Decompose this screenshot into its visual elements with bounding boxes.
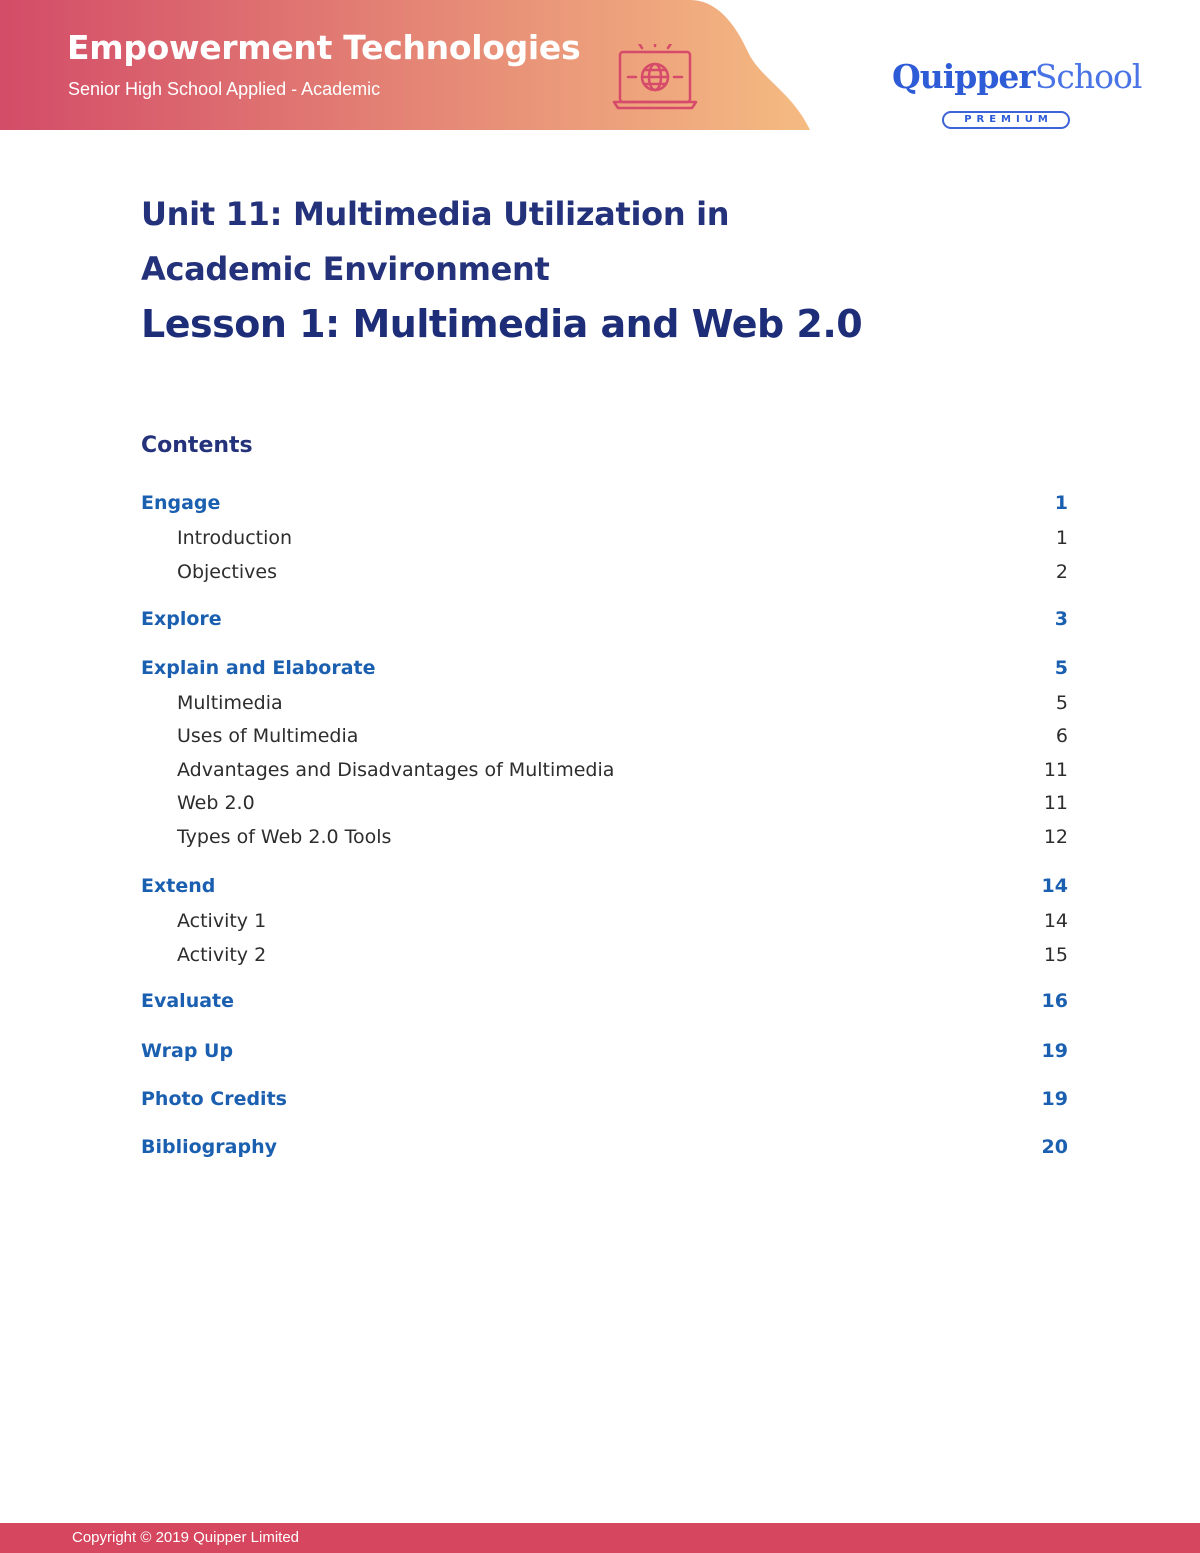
toc-entry-label: Activity 1 [177,910,267,932]
toc-entry-label: Photo Credits [141,1088,287,1110]
toc-entry-label: Web 2.0 [177,792,255,814]
lesson-title: Lesson 1: Multimedia and Web 2.0 [141,302,863,346]
toc-entry-page: 14 [1041,875,1068,897]
toc-entry[interactable] [141,755,1068,785]
toc-entry[interactable] [141,688,1068,718]
toc-entry-page: 12 [1043,826,1068,848]
premium-badge: PREMIUM [942,111,1070,129]
toc-entry-label: Bibliography [141,1136,277,1158]
toc-entry[interactable] [141,940,1068,970]
copyright-text: Copyright © 2019 Quipper Limited [72,1529,300,1546]
toc-entry[interactable] [141,557,1068,587]
toc-entry-page: 19 [1041,1088,1068,1110]
toc-entry[interactable] [141,822,1068,852]
toc-entry-label: Uses of Multimedia [177,725,359,747]
toc-entry-label: Extend [141,875,216,897]
toc-entry-label: Types of Web 2.0 Tools [177,826,392,848]
toc-entry-label: Engage [141,492,221,514]
toc-entry[interactable] [141,1036,1068,1066]
unit-title: Unit 11: Multimedia Utilization in Academic Environment [141,195,730,288]
quipper-school-logo [892,57,1142,135]
toc-entry-label: Explore [141,608,222,630]
toc-entry[interactable] [141,1084,1068,1114]
toc-entry-label: Activity 2 [177,944,267,966]
toc-entry[interactable] [141,523,1068,553]
toc-entry[interactable] [141,604,1068,634]
contents-heading: Contents [141,433,253,458]
toc-entry-page: 1 [1055,527,1068,549]
toc-entry-page: 19 [1041,1040,1068,1062]
toc-entry-page: 20 [1041,1136,1068,1158]
toc-entry-label: Explain and Elaborate [141,657,376,679]
toc-entry-label: Multimedia [177,692,283,714]
page-footer [0,1523,1200,1553]
course-subtitle: Senior High School Applied - Academic [68,79,381,99]
toc-entry-page: 6 [1055,725,1068,747]
toc-entry-page: 3 [1054,608,1068,630]
toc-entry[interactable] [141,788,1068,818]
logo-word-school: School [1034,57,1142,96]
toc-entry-label: Wrap Up [141,1040,234,1062]
toc-entry[interactable] [141,906,1068,936]
toc-entry-page: 11 [1043,792,1068,814]
toc-entry-label: Introduction [177,527,293,549]
toc-entry-page: 5 [1054,657,1068,679]
toc-entry-page: 15 [1043,944,1068,966]
toc-entry[interactable] [141,488,1068,518]
course-title: Empowerment Technologies [67,28,581,67]
logo-word-quipper: Quipper [892,57,1035,96]
toc-entry-page: 14 [1043,910,1068,932]
toc-entry-label: Objectives [177,561,277,583]
toc-entry[interactable] [141,1132,1068,1162]
toc-entry-page: 2 [1055,561,1068,583]
toc-entry-page: 1 [1054,492,1068,514]
toc-entry-page: 11 [1043,759,1068,781]
toc-entry-label: Evaluate [141,990,235,1012]
page-header [0,0,1200,130]
toc-entry-page: 5 [1055,692,1068,714]
toc-entry[interactable] [141,653,1068,683]
laptop-globe-icon [612,44,698,112]
toc-entry[interactable] [141,986,1068,1016]
toc-entry-page: 16 [1041,990,1068,1012]
toc-entry-label: Advantages and Disadvantages of Multimedia [177,759,615,781]
toc-entry[interactable] [141,721,1068,751]
toc-entry[interactable] [141,871,1068,901]
